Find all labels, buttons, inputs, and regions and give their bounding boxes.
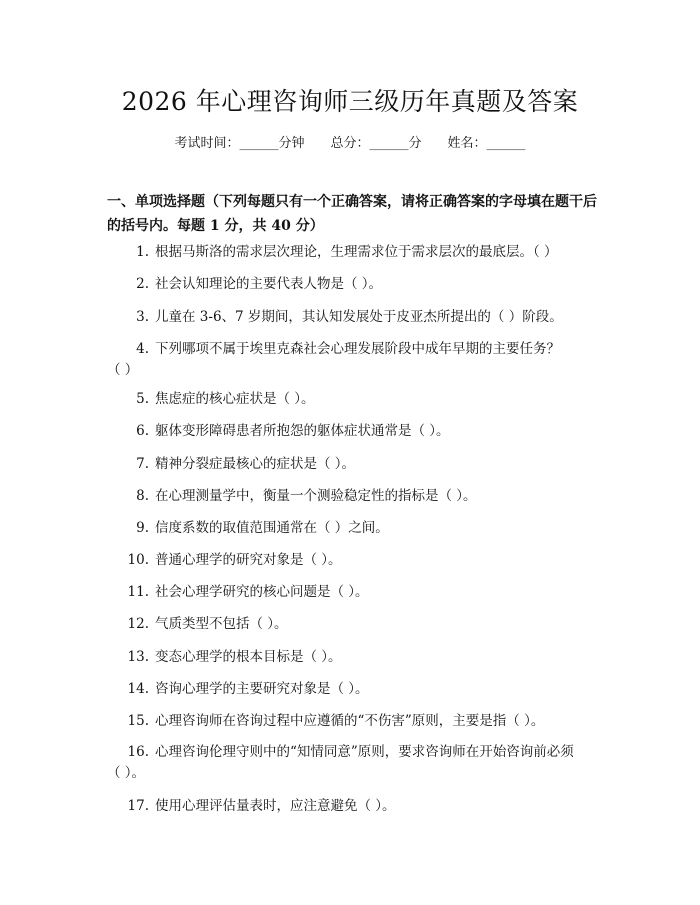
question-number: 11.: [127, 584, 149, 600]
page-title: 2026 年心理咨询师三级历年真题及答案: [121, 87, 579, 116]
question-text: 信度系数的取值范围通常在（ ）之间。: [155, 520, 389, 536]
question-item: [107, 550, 592, 571]
question-text: 精神分裂症最核心的症状是（ ）。: [155, 456, 356, 472]
question-text: 变态心理学的根本目标是（ ）。: [155, 649, 342, 665]
question-text: 下列哪项不属于埃里克森社会心理发展阶段中成年早期的主要任务？: [155, 341, 560, 357]
question-item: [107, 274, 592, 295]
exam-name: 姓名：______: [447, 136, 526, 151]
question-item: [107, 242, 592, 263]
question-number: 17.: [127, 798, 149, 814]
question-text: 社会认知理论的主要代表人物是（ ）。: [155, 276, 383, 292]
question-number: 12.: [127, 616, 149, 632]
question-number: 3.: [136, 309, 149, 325]
question-number: 13.: [127, 649, 149, 665]
question-number: 1.: [136, 244, 149, 260]
question-text: 焦虑症的核心症状是（ ）。: [155, 391, 315, 407]
section-heading: 一、单项选择题（下列每题只有一个正确答案，请将正确答案的字母填在题干后的括号内。每题 1 分，共 40 分）: [107, 194, 597, 234]
question-text: 心理咨询伦理守则中的“知情同意”原则，要求咨询师在开始咨询前必须: [155, 744, 574, 760]
exam-score: 总分：______分: [330, 136, 422, 151]
question-number: 5.: [136, 391, 149, 407]
question-text: 普通心理学的研究对象是（ ）。: [155, 552, 342, 568]
question-text: 心理咨询师在咨询过程中应遵循的“不伤害”原则，主要是指（ ）。: [155, 713, 545, 729]
question-item: [107, 647, 592, 668]
question-number: 8.: [136, 488, 149, 504]
question-text: 根据马斯洛的需求层次理论，生理需求位于需求层次的最底层。（ ）: [155, 244, 558, 260]
question-text: 社会心理学研究的核心问题是（ ）。: [155, 584, 369, 600]
question-item: [107, 679, 592, 700]
question-text: 咨询心理学的主要研究对象是（ ）。: [155, 681, 369, 697]
question-item: [107, 421, 592, 442]
question-text: 使用心理评估量表时，应注意避免（ ）。: [155, 798, 396, 814]
question-number: 4.: [136, 341, 149, 357]
question-number: 6.: [136, 423, 149, 439]
question-text: 躯体变形障碍患者所抱怨的躯体症状通常是（ ）。: [155, 423, 450, 439]
question-item: [107, 389, 592, 410]
question-item: [107, 742, 592, 784]
question-item: [107, 339, 592, 381]
question-item: [107, 518, 592, 539]
question-text: 在心理测量学中，衡量一个测验稳定性的指标是（ ）。: [155, 488, 477, 504]
question-text: 气质类型不包括（ ）。: [155, 616, 288, 632]
question-number: 15.: [127, 713, 149, 729]
question-item: [107, 486, 592, 507]
exam-meta: [0, 132, 700, 151]
question-item: [107, 614, 592, 635]
question-number: 14.: [127, 681, 149, 697]
question-item: [107, 582, 592, 603]
question-number: 10.: [127, 552, 149, 568]
question-item: [107, 454, 592, 475]
question-item: [107, 796, 592, 817]
question-number: 16.: [127, 744, 149, 760]
question-number: 9.: [136, 520, 149, 536]
question-text-continued: （ ）: [107, 362, 139, 378]
question-number: 7.: [136, 456, 149, 472]
question-item: [107, 711, 592, 732]
question-text: 儿童在 3-6、7 岁期间，其认知发展处于皮亚杰所提出的（ ）阶段。: [155, 309, 563, 325]
exam-time: 考试时间：______分钟: [174, 136, 305, 151]
question-text-continued: （ ）。: [107, 765, 146, 781]
question-number: 2.: [136, 276, 149, 292]
question-item: [107, 307, 592, 328]
